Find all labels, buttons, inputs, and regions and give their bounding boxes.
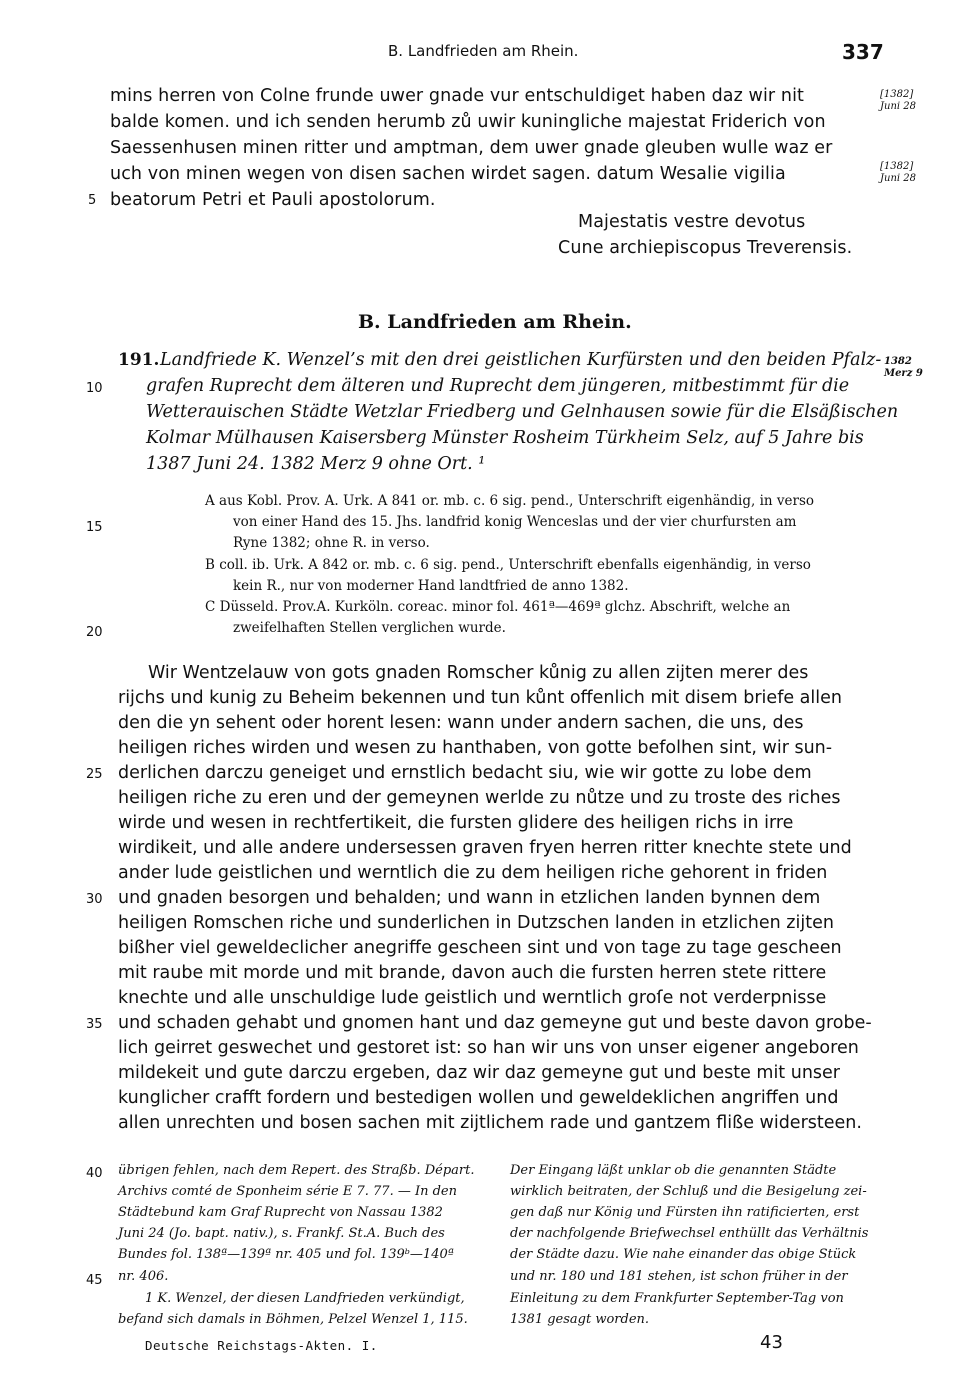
- note-left-line: Städtebund kam Graf Ruprecht von Nassau 1382: [118, 1205, 443, 1220]
- note-right-line: wirklich beitraten, der Schluß und die Besigelung zei-: [510, 1184, 867, 1199]
- source-line-4: B coll. ib. Urk. A 842 or. mb. c. 6 sig. pend., Unterschrift ebenfalls eigenhändig, in verso: [205, 557, 811, 573]
- note-right-line: und nr. 180 und 181 stehen, ist schon früher in der: [510, 1269, 848, 1284]
- source-line-2: von einer Hand des 15. Jhs. landfrid konig Wenceslas und der vier churfursten am: [233, 514, 797, 530]
- document-number: 191.: [118, 350, 160, 370]
- page-number: 337: [842, 40, 884, 64]
- note-left-line: Juni 24 (Jo. bapt. nativ.), s. Frankf. St.A. Buch des: [118, 1226, 445, 1241]
- note-right-line: gen daß nur König und Fürsten ihn ratificierten, erst: [510, 1205, 860, 1220]
- head-margin-date: 1382 Merz 9: [884, 356, 923, 379]
- body-line-6: heiligen riche zu eren und der gemeynen werlde zu nůtze und zu troste des riches: [118, 788, 841, 808]
- body-line-19: allen unrechten und bosen sachen mit zijtlichem rade und gantzem fliße widersteen.: [118, 1113, 862, 1133]
- letter-line-1: mins herren von Colne frunde uwer gnade vur entschuldiget haben daz wir nit: [110, 86, 804, 106]
- signature-line-1: Majestatis vestre devotus: [578, 212, 806, 232]
- body-line-15: und schaden gehabt und gnomen hant und daz gemeyne gut und beste davon grobe-: [118, 1013, 872, 1033]
- note-right-line: der Städte dazu. Wie nahe einander das obige Stück: [510, 1247, 857, 1262]
- line-number: 10: [86, 381, 103, 396]
- letter-line-2: balde komen. und ich senden herumb zů uwir kuningliche majestat Friderich von: [110, 112, 826, 132]
- line-number: 20: [86, 625, 103, 640]
- line-number: 25: [86, 767, 103, 782]
- body-line-14: knechte und alle unschuldige lude geistlich und werntlich groſe not verderpnisse: [118, 988, 827, 1008]
- body-line-12: bißher viel geweldeclicher anegriffe gescheen sint und von tage zu tage gescheen: [118, 938, 842, 958]
- head-line-3: Wetterauischen Städte Wetzlar Friedberg und Gelnhausen sowie für die Elsäßischen: [146, 402, 899, 422]
- body-line-13: mit raube mit morde und mit brande, davon auch die fursten herren stete rittere: [118, 963, 827, 983]
- source-line-3: Ryne 1382; ohne R. in verso.: [233, 535, 430, 551]
- head-line-4: Kolmar Mülhausen Kaisersberg Münster Rosheim Türkheim Selz, auf 5 Jahre bis: [146, 428, 864, 448]
- body-line-18: kunglicher crafft fordern und bestedigen wollen und geweldeklichen angriffen und: [118, 1088, 839, 1108]
- margin-date-2: [1382] Juni 28: [880, 161, 916, 184]
- letter-line-4: uch von minen wegen von disen sachen wirdet sagen. datum Wesalie vigilia: [110, 164, 786, 184]
- note-right-line: 1381 gesagt worden.: [510, 1312, 650, 1327]
- body-line-5: derlichen darczu geneiget und ernstlich bedacht siu, wie wir gotte zu lobe dem: [118, 763, 812, 783]
- line-number: 5: [88, 193, 97, 208]
- line-number: 15: [86, 520, 103, 535]
- body-line-8: wirdikeit, und alle andere undersessen graven fryen herren ritter knechte stete und: [118, 838, 852, 858]
- source-line-6: C Düsseld. Prov.A. Kurköln. coreac. minor fol. 461ª—469ª glchz. Abschrift, welche an: [205, 599, 791, 615]
- line-number: 40: [86, 1166, 103, 1181]
- note-left-line: Archivs comté de Sponheim série E 7. 77. — In den: [118, 1184, 457, 1199]
- body-line-16: lich geirret geswechet und gestoret ist: so han wir uns von unser eigener angeboren: [118, 1038, 859, 1058]
- note-right-line: Der Eingang läßt unklar ob die genannten Städte: [510, 1163, 837, 1178]
- line-number: 45: [86, 1273, 103, 1288]
- note-left-line: Bundes fol. 138ª—139ª nr. 405 und fol. 139ᵇ—140ª: [118, 1247, 454, 1262]
- letter-line-3: Saessenhusen minen ritter und amptman, dem uwer gnade gleuben wulle waz er: [110, 138, 833, 158]
- body-line-7: wirde und wesen in rechtfertikeit, die fursten glidere des heiligen richs in irre: [118, 813, 794, 833]
- footer-series: Deutsche Reichstags-Akten. I.: [145, 1338, 378, 1353]
- source-line-5: kein R., nur von moderner Hand landtfried de anno 1382.: [233, 578, 629, 594]
- body-line-10: und gnaden besorgen und behalden; und wann in etzlichen landen bynnen dem: [118, 888, 821, 908]
- section-title: B. Landfrieden am Rhein.: [358, 311, 632, 333]
- note-left-line: nr. 406.: [118, 1269, 169, 1284]
- line-number: 35: [86, 1017, 103, 1032]
- head-line-5: 1387 Juni 24. 1382 Merz 9 ohne Ort. ¹: [146, 454, 486, 474]
- note-right-line: Einleitung zu dem Frankfurter September-Tag von: [510, 1291, 844, 1306]
- letter-line-5: beatorum Petri et Pauli apostolorum.: [110, 190, 436, 210]
- sheet-number: 43: [760, 1332, 783, 1353]
- body-line-4: heiligen riches wirden und wesen zu hanthaben, von gotte befolhen sint, wir sun-: [118, 738, 833, 758]
- running-title: B. Landfrieden am Rhein.: [388, 42, 579, 60]
- source-line-1: A aus Kobl. Prov. A. Urk. A 841 or. mb. c. 6 sig. pend., Unterschrift eigenhändig, in verso: [205, 493, 815, 509]
- source-line-7: zweifelhaften Stellen verglichen wurde.: [233, 620, 506, 636]
- signature-line-2: Cune archiepiscopus Treverensis.: [558, 238, 853, 258]
- body-line-9: ander lude geistlichen und werntlich die zu dem heiligen riche gehorent in friden: [118, 863, 828, 883]
- body-line-11: heiligen Romschen riche und sunderlichen in Dutzschen landen in etzlichen zijten: [118, 913, 834, 933]
- head-line-1: Landfriede K. Wenzel’s mit den drei geistlichen Kurfürsten und den beiden Pfalz-: [160, 350, 882, 370]
- margin-date-1: [1382] Juni 28: [880, 89, 916, 112]
- footnote-line: befand sich damals in Böhmen, Pelzel Wenzel 1, 115.: [118, 1312, 468, 1327]
- note-left-line: übrigen fehlen, nach dem Repert. des Straßb. Départ.: [118, 1163, 475, 1178]
- body-line-17: mildekeit und gute darczu ergeben, daz wir daz gemeyne gut und beste mit unser: [118, 1063, 840, 1083]
- body-line-2: rijchs und kunig zu Beheim bekennen und tun kůnt offenlich mit disem briefe allen: [118, 688, 842, 708]
- body-line-3: den die yn sehent oder horent lesen: wann under andern sachen, die uns, des: [118, 713, 804, 733]
- head-line-2: grafen Ruprecht dem älteren und Ruprecht dem jüngeren, mitbestimmt für die: [146, 376, 850, 396]
- note-right-line: der nachfolgende Briefwechsel enthüllt das Verhältnis: [510, 1226, 869, 1241]
- footnote-line: 1 K. Wenzel, der diesen Landfrieden verkündigt,: [145, 1291, 465, 1306]
- body-line-1: Wir Wentzelauw von gots gnaden Romscher kůnig zu allen zijten merer des: [148, 663, 809, 683]
- line-number: 30: [86, 892, 103, 907]
